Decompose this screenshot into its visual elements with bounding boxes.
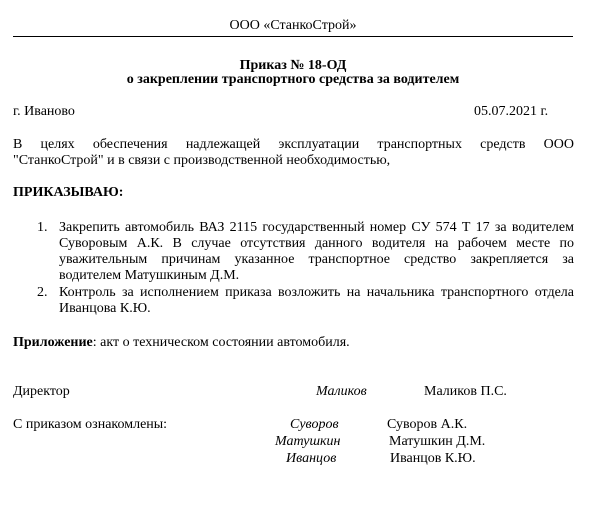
order-subtitle: о закреплении транспортного средства за водителем [126, 72, 460, 87]
attachment-line [13, 335, 350, 351]
acquainted-label: С приказом ознакомлены: [13, 417, 168, 432]
director-title: Директор [13, 384, 70, 399]
city: г. Иваново [13, 104, 75, 119]
list-item-line: Иванцова К.Ю. [59, 301, 151, 316]
order-title: Приказ № 18-ОД [239, 58, 347, 73]
acquainted-name: Иванцов К.Ю. [390, 451, 476, 466]
acquainted-signature: Иванцов [286, 451, 337, 466]
director-signature: Маликов [316, 384, 367, 399]
attachment-label: Приложение [13, 335, 93, 350]
acquainted-name: Суворов А.К. [387, 417, 468, 432]
list-item-line: водителем Матушкиным Д.М. [59, 268, 240, 283]
list-item-line: уважительным причинам указанное транспортное средство закрепляется за [59, 252, 574, 267]
order-date: 05.07.2021 г. [474, 104, 549, 119]
acquainted-signature: Матушкин [275, 434, 341, 449]
order-directive: ПРИКАЗЫВАЮ: [13, 185, 124, 200]
list-item-line: Суворовым А.К. В случае отсутствия данного водителя на рабочем месте по [59, 236, 574, 251]
director-name: Маликов П.С. [424, 384, 507, 399]
intro-line-2: "СтанкоСтрой" и в связи с производственной необходимостью, [13, 153, 391, 168]
header-divider [13, 36, 573, 37]
organization-name: ООО «СтанкоСтрой» [229, 18, 357, 33]
list-item-line: Закрепить автомобиль ВАЗ 2115 государственный номер СУ 574 Т 17 за водителем [59, 220, 574, 235]
acquainted-name: Матушкин Д.М. [389, 434, 486, 449]
attachment-text: : акт о техническом состоянии автомобиля. [92, 335, 350, 350]
list-item-line: Контроль за исполнением приказа возложить на начальника транспортного отдела [59, 285, 574, 300]
list-item-number: 1. [37, 220, 48, 235]
intro-line-1: В целях обеспечения надлежащей эксплуатации транспортных средств ООО [13, 137, 574, 152]
acquainted-signature: Суворов [290, 417, 339, 432]
list-item-number: 2. [37, 285, 48, 300]
